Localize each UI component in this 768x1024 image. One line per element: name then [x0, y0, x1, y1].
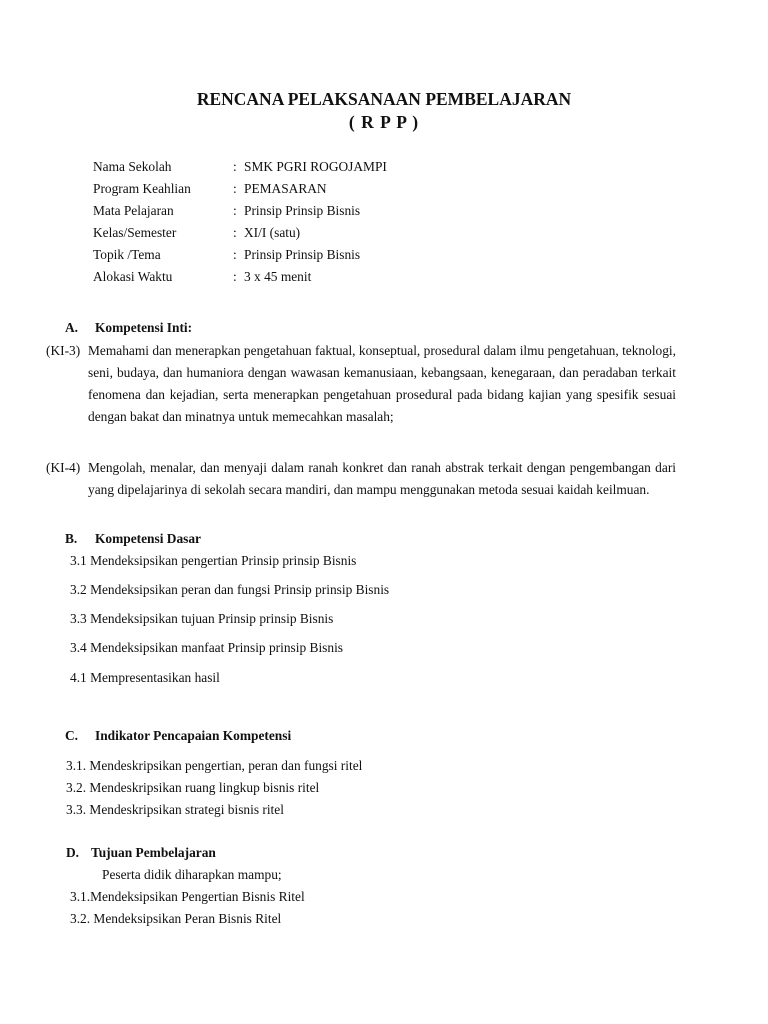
section-letter: C. [65, 728, 79, 743]
kd-item: 4.1 Mempresentasikan hasil [70, 670, 220, 685]
info-colon: : [233, 181, 237, 196]
indicator-item: 3.2. Mendeskripsikan ruang lingkup bisnis ritel [66, 780, 320, 795]
info-value: SMK PGRI ROGOJAMPI [244, 159, 387, 174]
section-d-heading [66, 845, 216, 861]
info-colon: : [233, 247, 237, 262]
section-title: Kompetensi Inti: [95, 320, 193, 335]
ki-text: Memahami dan menerapkan pengetahuan faktual, konseptual, prosedural dalam ilmu pengetahuan, teknologi, seni, budaya, dan humaniora dengan wawasan kemanusiaan, kebangsaan, kenegaraan, dan peradaban terkait fenomena dan kejadian, serta menerapkan pengetahuan prosedural pada bidang kajian yang spesifik sesuai dengan bakat dan minatnya untuk memecahkan masalah; [88, 343, 676, 424]
info-value: XI/I (satu) [244, 225, 301, 240]
ki-tag: (KI-3) [46, 343, 81, 358]
info-value: Prinsip Prinsip Bisnis [244, 203, 361, 218]
kd-item: 3.1 Mendeksipsikan pengertian Prinsip prinsip Bisnis [70, 553, 357, 568]
info-value: 3 x 45 menit [244, 269, 312, 284]
ki-tag: (KI-4) [46, 460, 81, 475]
section-letter: B. [65, 531, 78, 546]
info-colon: : [233, 269, 237, 284]
info-label: Program Keahlian [93, 181, 191, 196]
indicator-item: 3.3. Mendeskripsikan strategi bisnis ritel [66, 802, 284, 817]
document-subtitle: ( R P P ) [348, 112, 420, 132]
kd-item: 3.2 Mendeksipsikan peran dan fungsi Prinsip prinsip Bisnis [70, 582, 390, 597]
info-value: Prinsip Prinsip Bisnis [244, 247, 361, 262]
indicator-item: 3.1. Mendeskripsikan pengertian, peran dan fungsi ritel [66, 758, 363, 773]
info-label: Alokasi Waktu [93, 269, 173, 284]
info-colon: : [233, 203, 237, 218]
ki-3-paragraph [46, 340, 676, 428]
objective-item: 3.1.Mendeksipsikan Pengertian Bisnis Ritel [70, 889, 305, 904]
info-label: Topik /Tema [93, 247, 161, 262]
document-title: RENCANA PELAKSANAAN PEMBELAJARAN [196, 89, 572, 109]
objective-item: 3.2. Mendeksipsikan Peran Bisnis Ritel [70, 911, 282, 926]
section-letter: A. [65, 320, 79, 335]
info-value: PEMASARAN [244, 181, 327, 196]
section-title: Indikator Pencapaian Kompetensi [95, 728, 292, 743]
info-colon: : [233, 225, 237, 240]
info-label: Mata Pelajaran [93, 203, 174, 218]
kd-item: 3.3 Mendeksipsikan tujuan Prinsip prinsip Bisnis [70, 611, 334, 626]
section-b-heading [65, 531, 201, 547]
kd-item: 3.4 Mendeksipsikan manfaat Prinsip prinsip Bisnis [70, 640, 344, 655]
section-title: Kompetensi Dasar [95, 531, 202, 546]
info-label: Nama Sekolah [93, 159, 172, 174]
section-a-heading [65, 320, 192, 336]
info-label: Kelas/Semester [93, 225, 177, 240]
section-c-heading [65, 728, 291, 744]
ki-text: Mengolah, menalar, dan menyaji dalam ranah konkret dan ranah abstrak terkait dengan pengembangan dari yang dipelajarinya di sekolah secara mandiri, dan mampu menggunakan metoda sesuai kaidah keilmuan. [88, 460, 676, 497]
ki-4-paragraph [46, 457, 676, 501]
section-title: Tujuan Pembelajaran [91, 845, 216, 860]
info-colon: : [233, 159, 237, 174]
objective-intro: Peserta didik diharapkan mampu; [102, 867, 282, 882]
section-letter: D. [66, 845, 80, 860]
